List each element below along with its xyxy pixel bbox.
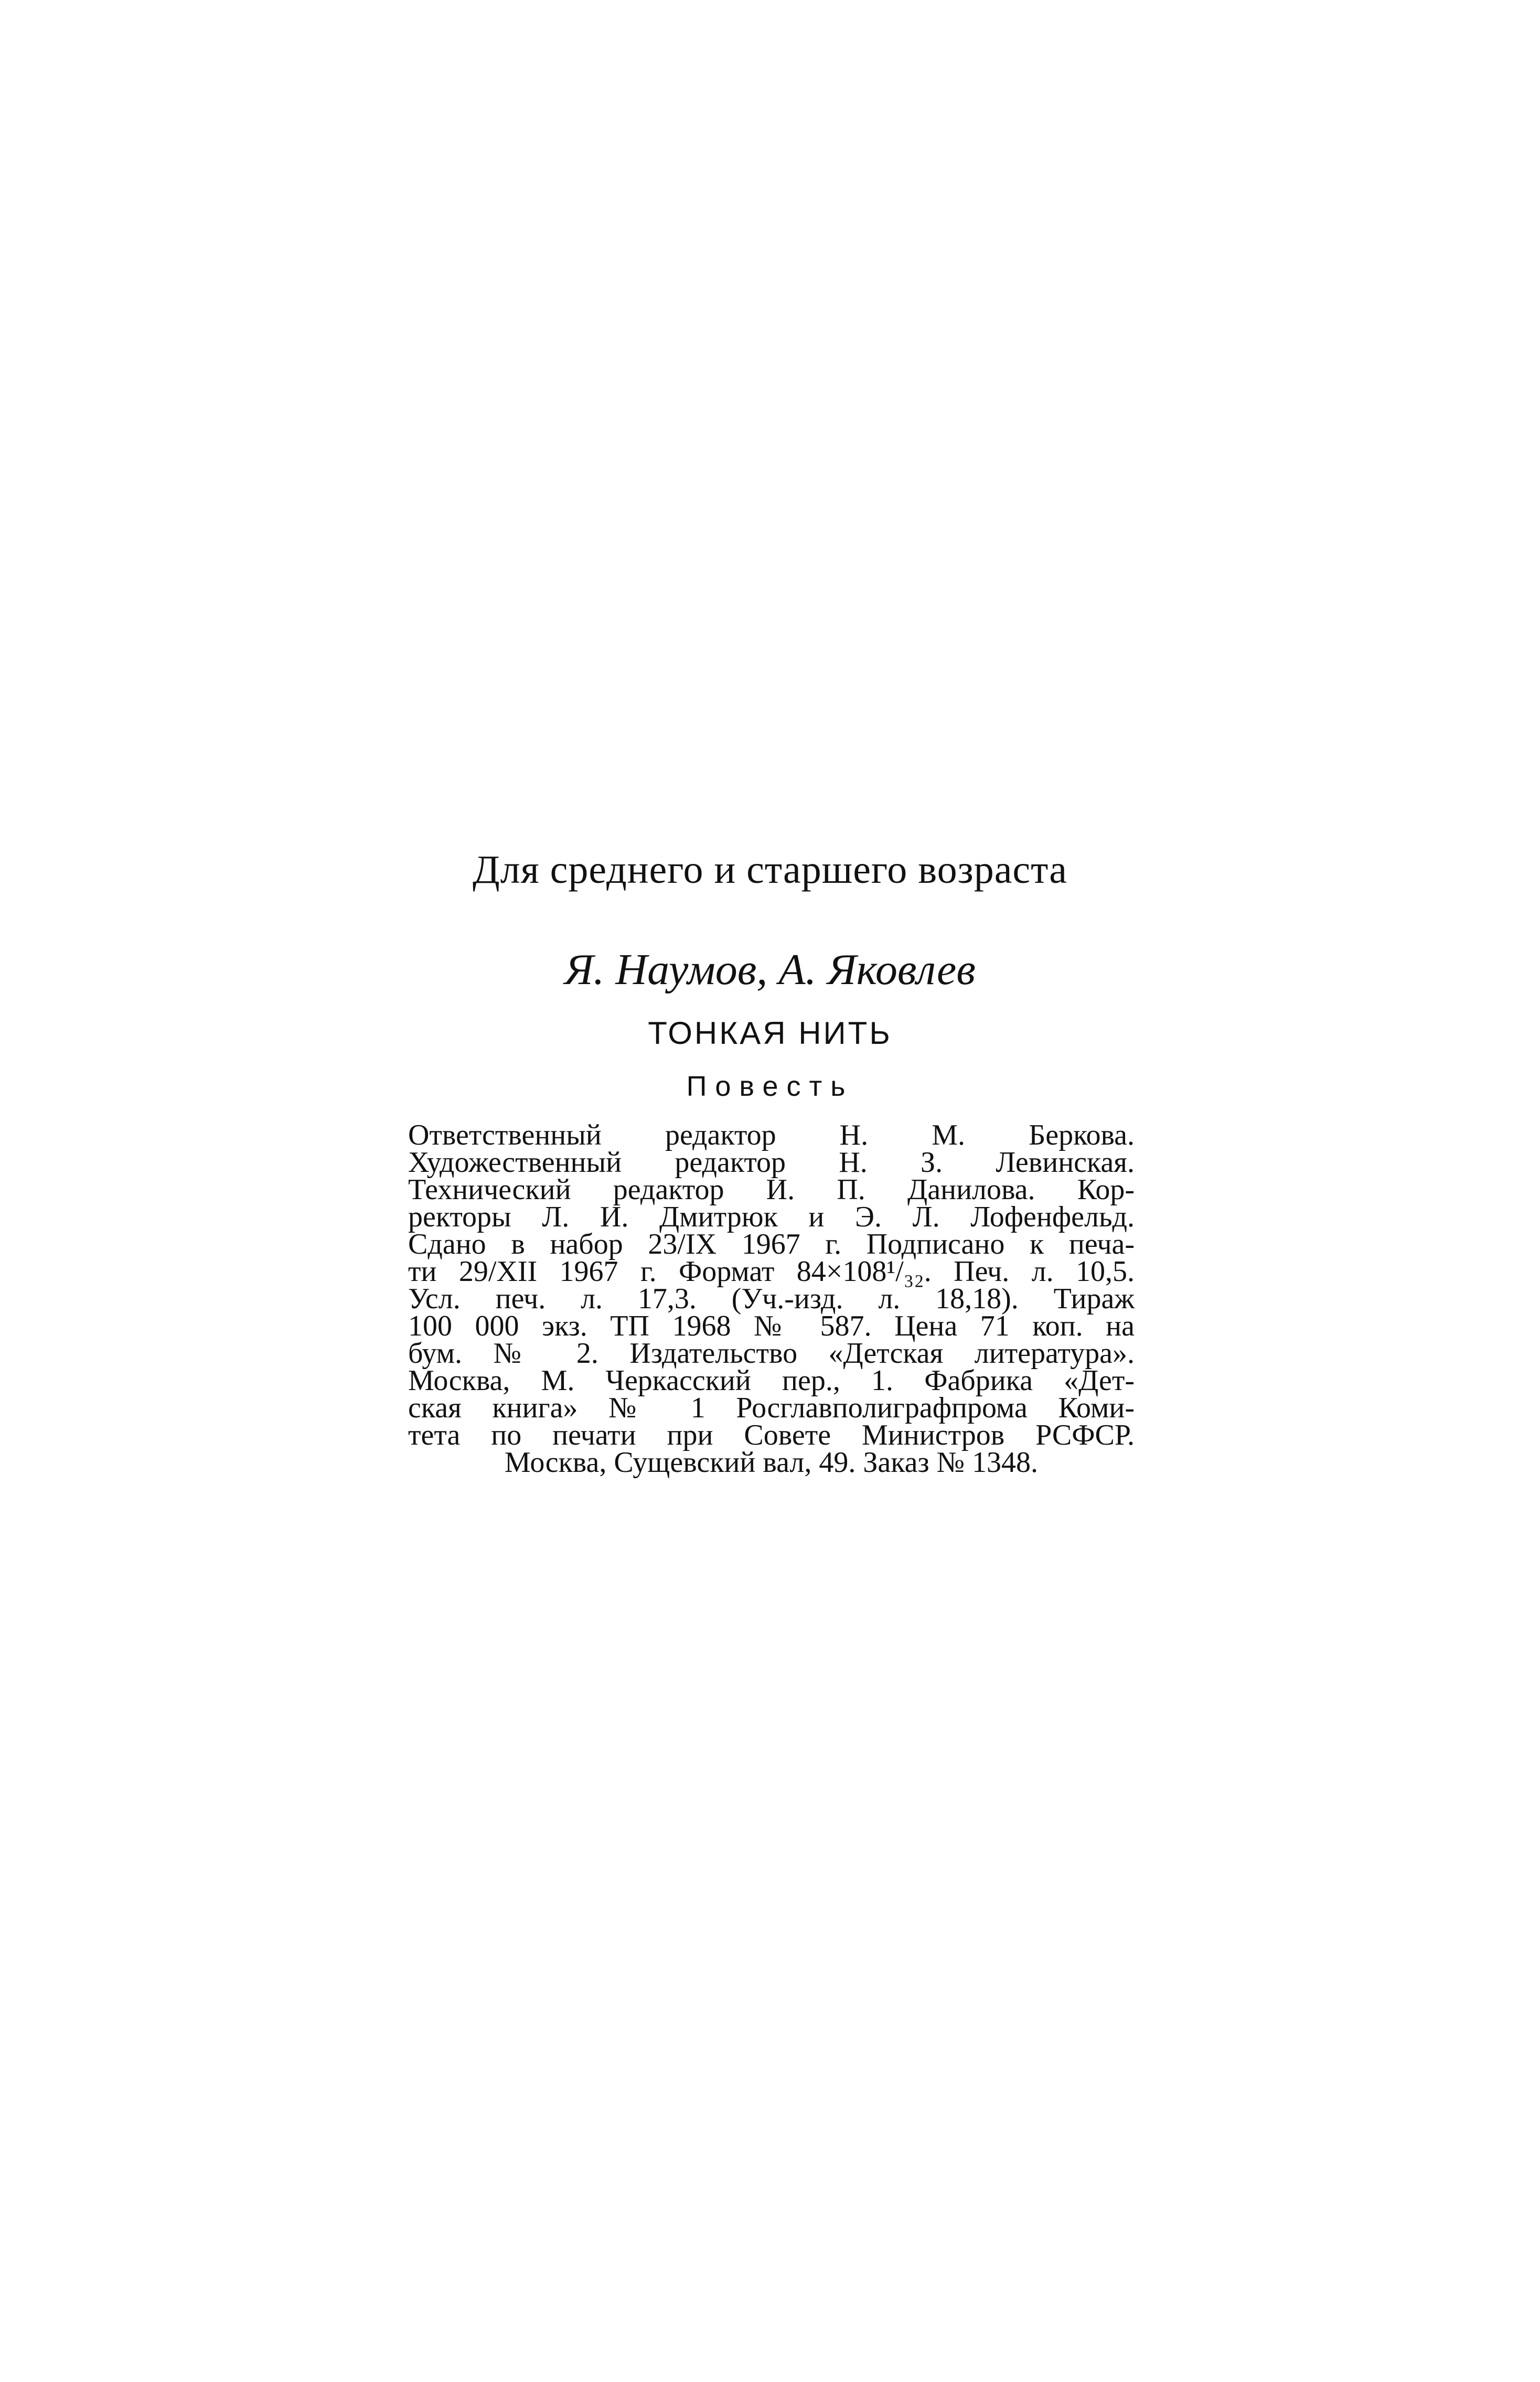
imprint-line: ская книга» № 1 Росглавполиграфпрома Коми-: [408, 1392, 1135, 1424]
imprint-block: [408, 1119, 1135, 1479]
imprint-line: ректоры Л. И. Дмитрюк и Э. Л. Лофенфельд.: [408, 1201, 1135, 1233]
imprint-line: Технический редактор И. П. Данилова. Кор-: [408, 1173, 1135, 1206]
imprint-line: Ответственный редактор Н. М. Беркова.: [408, 1119, 1135, 1151]
book-title: ТОНКАЯ НИТЬ: [648, 1016, 892, 1051]
imprint-line: ти 29/XII 1967 г. Формат 84×108¹/₃₂. Печ. л. 10,5.: [408, 1255, 1135, 1288]
imprint-line: Усл. печ. л. 17,3. (Уч.-изд. л. 18,18). Тираж: [408, 1283, 1135, 1315]
imprint-line: Сдано в набор 23/IX 1967 г. Подписано к печа-: [408, 1228, 1135, 1261]
imprint-line: бум. № 2. Издательство «Детская литература».: [408, 1337, 1135, 1370]
genre: Повесть: [686, 1071, 854, 1102]
age-recommendation: Для среднего и старшего возраста: [472, 848, 1068, 892]
imprint-line: Москва, М. Черкасский пер., 1. Фабрика «Дет-: [408, 1364, 1135, 1397]
authors: Я. Наумов, А. Яковлев: [564, 945, 976, 994]
imprint-line: Художественный редактор Н. З. Левинская.: [408, 1146, 1135, 1179]
imprint-line: 100 000 экз. ТП 1968 № 587. Цена 71 коп. на: [408, 1310, 1135, 1342]
imprint-line: тета по печати при Совете Министров РСФСР.: [408, 1419, 1135, 1451]
imprint-line: Москва, Сущевский вал, 49. Заказ № 1348.: [504, 1446, 1039, 1479]
